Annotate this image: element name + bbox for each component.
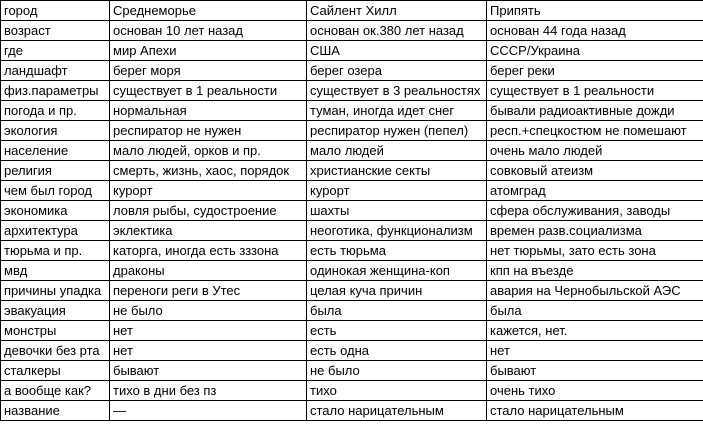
- row-label-cell: причины упадка: [1, 281, 110, 301]
- table-cell: бывают: [110, 361, 307, 381]
- table-cell: стало нарицательным: [487, 401, 703, 421]
- table-cell: берег моря: [110, 61, 307, 81]
- row-label-cell: монстры: [1, 321, 110, 341]
- table-cell: каторга, иногда есть зззона: [110, 241, 307, 261]
- row-label-cell: эвакуация: [1, 301, 110, 321]
- table-row: [1, 401, 703, 421]
- row-label-cell: а вообще как?: [1, 381, 110, 401]
- table-row: [1, 301, 703, 321]
- table-cell: респиратор не нужен: [110, 121, 307, 141]
- table-cell: одинокая женщина-коп: [307, 261, 487, 281]
- table-cell: берег реки: [487, 61, 703, 81]
- table-cell: есть одна: [307, 341, 487, 361]
- table-cell: тихо в дни без пз: [110, 381, 307, 401]
- row-label-cell: мвд: [1, 261, 110, 281]
- table-cell: мало людей, орков и пр.: [110, 141, 307, 161]
- table-cell: не было: [307, 361, 487, 381]
- table-cell: времен разв.социализма: [487, 221, 703, 241]
- table-row: [1, 381, 703, 401]
- table-cell: кпп на въезде: [487, 261, 703, 281]
- row-label-cell: чем был город: [1, 181, 110, 201]
- table-row: [1, 161, 703, 181]
- row-label-cell: девочки без рта: [1, 341, 110, 361]
- row-label-cell: физ.параметры: [1, 81, 110, 101]
- row-label-cell: название: [1, 401, 110, 421]
- table-row: [1, 341, 703, 361]
- table-cell: шахты: [307, 201, 487, 221]
- table-cell: переноги реги в Утес: [110, 281, 307, 301]
- table-cell: нет: [110, 321, 307, 341]
- table-cell: нет: [487, 341, 703, 361]
- table-cell: курорт: [307, 181, 487, 201]
- table-cell: целая куча причин: [307, 281, 487, 301]
- table-cell: неоготика, функционализм: [307, 221, 487, 241]
- table-cell: туман, иногда идет снег: [307, 101, 487, 121]
- table-cell: бывают: [487, 361, 703, 381]
- table-row: [1, 21, 703, 41]
- table-row: [1, 241, 703, 261]
- row-label-cell: экономика: [1, 201, 110, 221]
- row-label-cell: тюрьма и пр.: [1, 241, 110, 261]
- row-label-cell: население: [1, 141, 110, 161]
- row-label-cell: сталкеры: [1, 361, 110, 381]
- row-label-cell: ландшафт: [1, 61, 110, 81]
- table-cell: существует в 3 реальностях: [307, 81, 487, 101]
- table-cell: очень мало людей: [487, 141, 703, 161]
- table-cell: нет: [110, 341, 307, 361]
- table-cell: авария на Чернобыльской АЭС: [487, 281, 703, 301]
- table-cell: СССР/Украина: [487, 41, 703, 61]
- table-row: [1, 141, 703, 161]
- header-cell-pripyat: Припять: [487, 1, 703, 21]
- header-cell-srednemorye: Среднеморье: [110, 1, 307, 21]
- table-cell: респиратор нужен (пепел): [307, 121, 487, 141]
- table-row: [1, 121, 703, 141]
- table-cell: эклектика: [110, 221, 307, 241]
- header-row: [1, 1, 703, 21]
- table-cell: стало нарицательным: [307, 401, 487, 421]
- table-cell: основан 10 лет назад: [110, 21, 307, 41]
- table-row: [1, 201, 703, 221]
- table-cell: основан 44 года назад: [487, 21, 703, 41]
- table-row: [1, 181, 703, 201]
- table-cell: христианские секты: [307, 161, 487, 181]
- row-label-cell: экология: [1, 121, 110, 141]
- table-cell: сфера обслуживания, заводы: [487, 201, 703, 221]
- table-row: [1, 361, 703, 381]
- table-cell: смерть, жизнь, хаос, порядок: [110, 161, 307, 181]
- row-label-cell: религия: [1, 161, 110, 181]
- table-cell: не было: [110, 301, 307, 321]
- row-label-cell: погода и пр.: [1, 101, 110, 121]
- row-label-cell: где: [1, 41, 110, 61]
- table-row: [1, 321, 703, 341]
- table-cell: нормальная: [110, 101, 307, 121]
- table-cell: США: [307, 41, 487, 61]
- row-label-cell: возраст: [1, 21, 110, 41]
- table-cell: мир Апехи: [110, 41, 307, 61]
- table-cell: берег озера: [307, 61, 487, 81]
- table-cell: есть: [307, 321, 487, 341]
- table-row: [1, 261, 703, 281]
- table-row: [1, 281, 703, 301]
- header-cell-city: город: [1, 1, 110, 21]
- table-cell: была: [307, 301, 487, 321]
- table-row: [1, 41, 703, 61]
- table-cell: совковый атеизм: [487, 161, 703, 181]
- table-cell: тихо: [307, 381, 487, 401]
- header-cell-silent-hill: Сайлент Хилл: [307, 1, 487, 21]
- table-cell: мало людей: [307, 141, 487, 161]
- table-cell: есть тюрьма: [307, 241, 487, 261]
- table-row: [1, 101, 703, 121]
- table-cell: нет тюрьмы, зато есть зона: [487, 241, 703, 261]
- table-cell: была: [487, 301, 703, 321]
- row-label-cell: архитектура: [1, 221, 110, 241]
- table-row: [1, 61, 703, 81]
- table-cell: существует в 1 реальности: [110, 81, 307, 101]
- table-cell: курорт: [110, 181, 307, 201]
- table-cell: —: [110, 401, 307, 421]
- table-cell: респ.+спецкостюм не помешают: [487, 121, 703, 141]
- table-row: [1, 81, 703, 101]
- table-cell: ловля рыбы, судостроение: [110, 201, 307, 221]
- table-row: [1, 221, 703, 241]
- table-cell: атомград: [487, 181, 703, 201]
- table-cell: очень тихо: [487, 381, 703, 401]
- table-cell: кажется, нет.: [487, 321, 703, 341]
- table-cell: бывали радиоактивные дожди: [487, 101, 703, 121]
- table-cell: существует в 1 реальности: [487, 81, 703, 101]
- table-cell: драконы: [110, 261, 307, 281]
- table-cell: основан ок.380 лет назад: [307, 21, 487, 41]
